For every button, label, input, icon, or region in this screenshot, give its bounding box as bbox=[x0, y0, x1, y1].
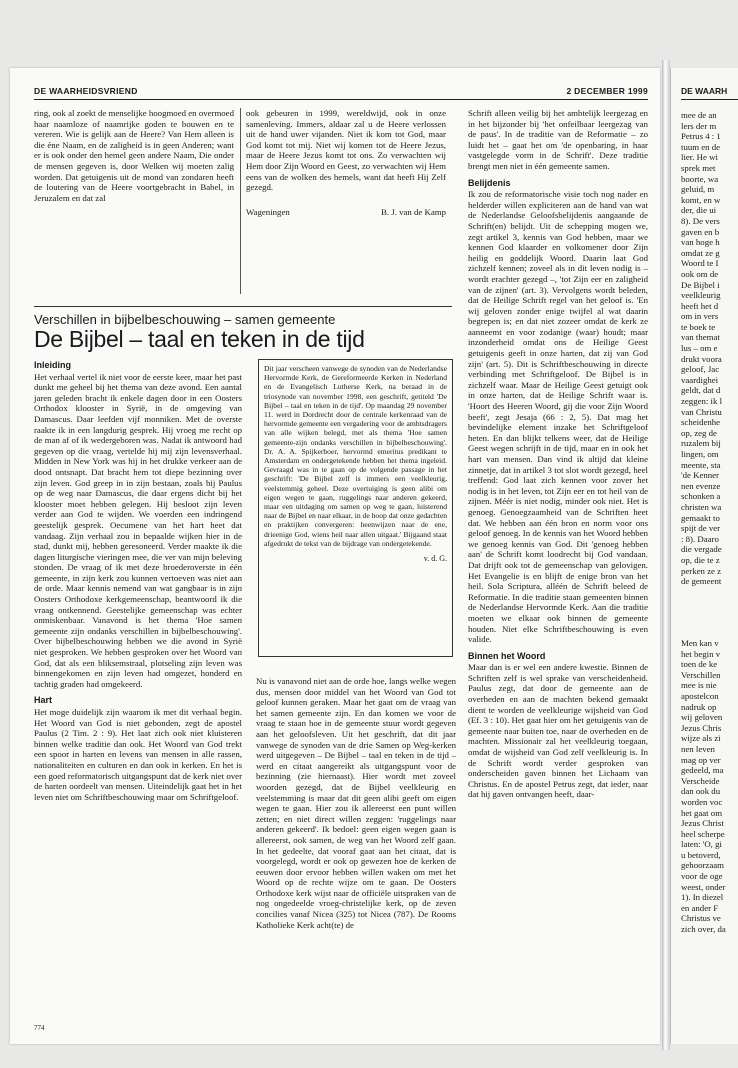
adjacent-line: meente, sta bbox=[681, 459, 721, 470]
adjacent-line: geldt, dat d bbox=[681, 385, 721, 396]
article1-text-1: ring, ook al zoekt de menselijke hoogmoed en overmoed haar naamloze of naamrijke goden te bouwen en te vereren. Wie is gelijk aan de Heere? Van Hem alleen is die éne Naam, en de zaligheid is in geen Anderen; want er is ook onder den hemel geen andere Naam, Die onder de mensen gegeven is, door Welken wij moeten zalig worden. Dat getuigenis uit de mond van zondaren heeft de loutering van de Heere voortgebracht in Babel, in Jeruzalem en dat zal bbox=[34, 108, 234, 203]
adjacent-line: voor de oge bbox=[681, 871, 723, 882]
adjacent-line: het gaat om bbox=[681, 807, 723, 818]
adjacent-line: ook om de bbox=[681, 268, 719, 279]
article2-column-3 bbox=[468, 108, 648, 800]
article-kicker: Verschillen in bijbelbeschouwing – samen gemeente bbox=[34, 312, 336, 327]
adjacent-line: heel scherpe bbox=[681, 828, 725, 839]
adjacent-line: toen de ke bbox=[681, 659, 718, 670]
adjacent-line: veelkleurig bbox=[681, 290, 721, 301]
section-text-binnen-het-woord: Maar dan is er wel een andere kwestie. Binnen de Schriften zelf is wel sprake van verscheidenheid. Paulus zegt, dat door de gemeente aan de overheden en aan de machten bekend gemaakt dient te worden de veelkleurige wijsheid van God (Ef. 3 : 10). Het gaat hier om het getuigenis van de gemeente naar buiten toe, naar de overheden en de machten. Missionair zal het veelkleurig toegaan, omdat de wijsheid van God zelf veelkleurig is. In de Schrift wordt verder gesproken van onderscheiden gaven binnen het Lichaam van Christus. En de apostel Petrus zegt, dat ieder, naar dat hij gaven ontvangen heeft, daar- bbox=[468, 662, 648, 800]
adjacent-line: De Bijbel i bbox=[681, 279, 720, 290]
publication-name: DE WAARHEIDSVRIEND bbox=[34, 86, 138, 96]
adjacent-line: 1). In diezel bbox=[681, 892, 724, 903]
section-heading-binnen-het-woord: Binnen het Woord bbox=[468, 650, 546, 661]
adjacent-line: het begin v bbox=[681, 648, 721, 659]
adjacent-line: sprek met bbox=[681, 162, 716, 173]
section-text-hart: Het moge duidelijk zijn waarom ik met dit verhaal begin. Het Woord van God is niet gebonden, zegt de apostel Paulus (2 Tim. 2 : 9). Het laat zich ook niet kluisteren binnen welke traditie dan ook. Het Woord van God trekt een spoor in harten en levens van mensen in alle rassen, nationaliteiten en culturen en dan ook in kerken. En het is een goed reformatorisch uitgangspunt dat de kerk niet over de harten oordeelt van mensen. Uiteindelijk gaat het in het leven niet om Schriftbeschouwing maar om Schriftgeloof. bbox=[34, 707, 242, 802]
adjacent-line: en ander F bbox=[681, 902, 719, 913]
section-heading-belijdenis: Belijdenis bbox=[468, 177, 511, 188]
adjacent-line: gedeeld, ma bbox=[681, 765, 724, 776]
intro-box-text: Dit jaar verscheen vanwege de synoden van de Nederlandse Hervormde Kerk, de Gereformeerde Kerken in Nederland en de Evangelisch Lutherse Kerk, na beraad in de triosynode van november 1998, een geschrift, getiteld 'De Bijbel – taal en teken in de tijd'. Op maandag 29 november 11. werd in Dordrecht door de centrale kerkenraad van de hervormde gemeente een vergadering voor de ambtsdragers van alle wijken belegd, met als thema 'Hoe samen gemeente-zijn ondanks verschillen in bijbelbeschouwing'. Dr. A. A. Spijkerboer, hervormd emeritus predikant te Amsterdam en ondergetekende hebben het thema ingeleid. Gevraagd was in te gaan op de volgende passage in het geschrift: 'De Bijbel zelf is immers een veelkleurig, veelstemmig geheel. Deze overtuiging is geen alibi om eigen wegen te gaan, ruggelings naar anderen gekeerd, maar een uitdaging om samen op weg te gaan, luisterend naar de Bijbel en naar elkaar, in de hoop dat onze gedachten en praktijken convergeren: heenwijzen naar de ene, drieenige God, wiens heil naar allen uitgaat.' Bijgaand staat afgedrukt de tekst van de bijdrage van ondergetekende. bbox=[264, 364, 447, 548]
page-gutter bbox=[662, 60, 670, 1050]
adjacent-line: tuum en de bbox=[681, 141, 721, 152]
adjacent-line: van Christu bbox=[681, 406, 722, 417]
intro-box bbox=[258, 359, 453, 657]
article2-column-2 bbox=[256, 676, 456, 930]
running-head bbox=[34, 86, 648, 100]
adjacent-line: ruzalem bij bbox=[681, 438, 721, 449]
adjacent-line: scheidenhe bbox=[681, 417, 721, 428]
adjacent-page bbox=[670, 68, 738, 1044]
adjacent-running-head: DE WAARH bbox=[681, 86, 738, 100]
adjacent-line: op, zeg de bbox=[681, 427, 717, 438]
adjacent-line: lingen, om bbox=[681, 449, 719, 459]
adjacent-line: schonken a bbox=[681, 491, 721, 502]
adjacent-line: drukt voora bbox=[681, 353, 722, 364]
article1-text-2: ook gebeuren in 1999, wereldwijd, ook in onze samenleving. Immers, aldaar zal u de Heere verlossen uit de hand uwer vijanden. Niet ik kom tot God, maar God komt tot mij. Niet wij komen tot de Heere Jezus, maar de Heere Jezus komt tot ons. Zo verwachten wij Hem door Zijn Woord en Geest, zo verwachten wij Hem eens van de wolken des hemels, want dat heeft Hij Zelf gezegd. bbox=[246, 108, 446, 193]
adjacent-line: zeggen: ik l bbox=[681, 396, 723, 407]
adjacent-line: vaardighei bbox=[681, 374, 719, 385]
adjacent-column-a bbox=[681, 110, 738, 587]
adjacent-line: apostelcon bbox=[681, 690, 719, 701]
adjacent-line: boorte, wa bbox=[681, 173, 719, 184]
article1-place: Wageningen bbox=[246, 206, 290, 217]
article2-text-3a: Schrift alleen veilig bij het ambtelijk leergezag en in het bijzonder bij 'het onfeilbaar leergezag van de paus'. In de traditie van de Reformatie – zo luidt het – gaat het om 'de openbaring, in haar vastgelegde vorm in de Schrift'. Deze traditie brengt men niet in één gemeente samen. bbox=[468, 108, 648, 171]
article2-column-1 bbox=[34, 360, 242, 802]
adjacent-line: gemaakt to bbox=[681, 512, 720, 523]
adjacent-line: 'de Kenner bbox=[681, 470, 719, 481]
adjacent-line: : 8). Daaro bbox=[681, 533, 719, 544]
adjacent-line: wij geloven bbox=[681, 712, 723, 723]
section-text-belijdenis: Ik zou de reformatorische visie toch nog nader en helderder willen expliciteren aan de hand van wat de Nederlandse Geloofsbelijdenis aangaande de Schrift(en) belijdt. Uit de schepping mogen we, zegt artikel 3, kennis van God hebben, maar we kennen God klaarder en volkomener door Zijn heilig en goddelijk Woord. Daarin laat God zichzelf kennen; zoveel als in dit leven nodig is – wordt erachter gezegd –, 'tot Zijn eer en zaligheid van de zijnen' (art. 3). Vervolgens wordt beleden, dat de Heilige Schrift regel van het geloof is. 'En wij geloven zonder enige twijfel al wat daarin begrepen is; en dat niet zozeer omdat de kerk ze aanneemt en voor zodanige (waar) houdt; maar inzonderheid omdat ons de Heilige Geest getuigenis geeft in onze harten, dat zij van God zijn' (art. 5). Dit is Schriftbeschouwing in directe verbinding met Schriftgeloof. De Bijbel is in zichzelf waar. Maar de Heilige Geest getuigt ook in onze harten, dat de Heilige Schrift waar is. 'Hoort des Heeren Woord, gij die voor Zijn Woord beeft', zegt Jesaja (66 : 2, 5). Dat mag het bevindelijke element inzake het Schriftgeloof heten. En dan blijkt telkens weer, dat de Heilige Geest wegen schrijft in de tijd, maar en in ook het hart van mensen. Dan vind ik altijd dat kleine zinnetje, dat in artikel 3 tot slot wordt gezegd, heel treffend: God laat zich kennen voor zover het nodig is in het leven, tot Zijn eer en tot heil van de zijnen. Méér is niet nodig, minder ook niet. Het is genoeg. Genoegzaamheid van de Schriften heet dat. We hebben aan één bron en norm voor ons geloof genoeg. In de kennis van het Woord hebben we genoeg kennis van God. Dit 'genoeg hebben aan' de Schrift komt loodrecht bij God vandaan. Dat drijft ook tot de gemeenschap van gelovigen. Het Evangelie is en blijft de enige bron van het heil. Sola Scriptura, alléén de Schrift beleed de Reformatie. In die traditie staan gemeenten binnen de Nederlandse Hervormde Kerk. Aan die traditie moeten we elkaar ook binnen de gemeente houden. Niet elke Schriftbeschouwing is even valide. bbox=[468, 189, 648, 645]
adjacent-line: der, die ui bbox=[681, 205, 717, 216]
adjacent-line: u betoverd, bbox=[681, 849, 721, 860]
column-divider bbox=[240, 108, 241, 294]
adjacent-line: spijt de ver bbox=[681, 523, 721, 534]
adjacent-line: lier. He wi bbox=[681, 152, 718, 163]
adjacent-line: te boek te bbox=[681, 321, 716, 332]
adjacent-line: nen evenze bbox=[681, 480, 721, 491]
adjacent-line: perken ze z bbox=[681, 565, 722, 576]
issue-date: 2 DECEMBER 1999 bbox=[566, 86, 648, 96]
adjacent-line: laten: 'O, gi bbox=[681, 839, 722, 850]
adjacent-line: lers der m bbox=[681, 120, 717, 131]
article-separator bbox=[34, 306, 452, 307]
adjacent-line: Petrus 4 : 1 bbox=[681, 131, 721, 142]
article1-column-1 bbox=[34, 108, 234, 203]
article1-column-2 bbox=[246, 108, 446, 217]
adjacent-line: Jezus Chris bbox=[681, 722, 722, 733]
adjacent-line: mee is nie bbox=[681, 680, 717, 691]
adjacent-line: Woord te I bbox=[681, 258, 719, 269]
adjacent-line: mag op ver bbox=[681, 754, 721, 765]
page-number: 774 bbox=[34, 1024, 45, 1032]
adjacent-line: omdat ze g bbox=[681, 247, 720, 258]
adjacent-line: 8). De vers bbox=[681, 215, 720, 226]
adjacent-line: worden voc bbox=[681, 796, 723, 807]
adjacent-line: geluid, m bbox=[681, 184, 715, 195]
adjacent-line: Men kan v bbox=[681, 638, 719, 648]
adjacent-line: op, die te z bbox=[681, 554, 720, 565]
adjacent-line: van themat bbox=[681, 332, 720, 343]
section-heading-hart: Hart bbox=[34, 695, 53, 706]
adjacent-line: gehoorzaam bbox=[681, 860, 724, 871]
article1-author: B. J. van de Kamp bbox=[381, 206, 446, 217]
section-text-inleiding: Het verhaal vertel ik niet voor de eerste keer, maar het past dunkt me geheel bij het thema van deze avond. Een aantal jaren geleden bracht ik enkele dagen door in een Oosters Orthodox klooster in Syrië, in de omgeving van Damascus. Daar leefden vijf monniken. Met de overste raakte ik in een langdurig gesprek. Hij vroeg me recht op de man af of ik wedergeboren was. Nadat ik antwoord had gegeven op die vraag, vertelde hij mij zijn levensverhaal. Midden in New York was hij in het drukke verkeer aan de dood ontsnapt. Dat bracht hem tot diepe bezinning over zijn leven. God greep in in zijn bestaan, zoals bij Paulus op de weg naar Damascus, die daar ergens dicht bij het klooster moet hebben gelegen. Hij besloot zijn leven verder aan God te wijden. We voerden een indringend geestelijk gesprek. Oecumene van het hart heet dat vandaag. Zijn verhaal zou in bepaalde wijken hier in de stad, dunkt mij, hebben geresoneerd. Verder maakte ik die dagen liturgische vieringen mee, die ver van mijn beleving stonden. De vraag of ik met deze broederoverste in één gemeente, in zijn kerk zou kunnen vertoeven was niet aan de orde. Maar kennis nemend van wat gangbaar is in zijn Oosters Orthodoxe kerkgemeenschap, beantwoord ik die vraag ontkennend. Geestelijke gemeenschap was echter onmiskenbaar. Vanavond is het thema 'Hoe samen gemeente zijn ondanks verschillen in bijbelbeschouwing'. Over bijbelbeschouwing hebben we die avond in Syrië niet gesproken. We hebben gesproken over het Woord van God, dat als een bliksemstraal, plotseling zijn leven was binnengekomen en zijn leven had omgezet, honderd en tachtig graden had omgekeerd. bbox=[34, 371, 242, 689]
adjacent-line: wijze als zi bbox=[681, 733, 721, 744]
intro-box-initials: v. d. G. bbox=[423, 554, 447, 564]
article2-text-2: Nu is vanavond niet aan de orde hoe, langs welke wegen dus, mensen door middel van het Woord van God tot geloof kunnen geraken. Maar het gaat om de vraag van het samen gemeente zijn. En dan komen we voor de vraag te staan hoe in de gemeente stuur wordt gegeven aan het geloofsleven. Uit het geschrift, dat dit jaar vanwege de synoden van de drie Samen op Weg-kerken werd uitgegeven – De Bijbel – taal en teken in de tijd – werd en citaat aangereikt als uitgangspunt voor de bezinning (zie hiernaast). Hier wordt met zoveel woorden gezegd, dat de Bijbel veelkleurig en veelstemming is maar dat dit geen alibi geeft om eigen wegen te gaan. Hier zou ik allereerst een punt willen zetten; en niet direct willen zeggen: 'ruggelings naar anderen gekeerd'. Ik bedoel: geen eigen wegen gaan is allereerst, ook samen, de weg van het Woord zelf gaan. In het gedeelte, dat vooraf gaat aan het citaat, dat is voorgelegd, wordt er ook op gewezen hoe de kerken de eeuwen door ervoor hebben willen waken om met het Woord op de rechte wijze om te gaan. De Oosters Orthodoxe kerk wijst naar de officiële uitspraken van de nog ongedeelde vroeg-christelijke kerk, op de zeven concilies vanaf Nicea (325) tot Nicea (787). De Rooms Katholieke Kerk acht(te) de bbox=[256, 676, 456, 930]
adjacent-line: Verscheide bbox=[681, 775, 720, 786]
section-heading-inleiding: Inleiding bbox=[34, 360, 71, 370]
adjacent-line: lus – om e bbox=[681, 343, 718, 354]
adjacent-line: Christus ve bbox=[681, 913, 721, 924]
adjacent-line: dan ook du bbox=[681, 786, 721, 797]
article1-signature bbox=[246, 207, 446, 218]
adjacent-line: nadruk op bbox=[681, 701, 717, 712]
adjacent-line: Jezus Christ bbox=[681, 818, 724, 829]
adjacent-column-b bbox=[681, 638, 738, 935]
adjacent-line: mee de an bbox=[681, 110, 717, 120]
adjacent-line: nen leven bbox=[681, 743, 715, 754]
adjacent-line: Verschillen bbox=[681, 669, 721, 680]
adjacent-line: om in vers bbox=[681, 311, 719, 322]
adjacent-line: gaven en b bbox=[681, 226, 720, 237]
newspaper-page bbox=[10, 68, 660, 1044]
adjacent-line: komt, en w bbox=[681, 194, 721, 205]
article-title: De Bijbel – taal en teken in de tijd bbox=[34, 326, 365, 352]
adjacent-line: heeft het d bbox=[681, 300, 719, 311]
adjacent-line: christen wa bbox=[681, 501, 722, 512]
adjacent-line: geloof, Jac bbox=[681, 364, 720, 375]
adjacent-line: weest, onder bbox=[681, 881, 726, 892]
adjacent-line: die vergade bbox=[681, 544, 722, 555]
adjacent-line: zich over, da bbox=[681, 924, 726, 935]
adjacent-line: de gemeent bbox=[681, 576, 722, 587]
adjacent-line: van hoge h bbox=[681, 237, 720, 248]
